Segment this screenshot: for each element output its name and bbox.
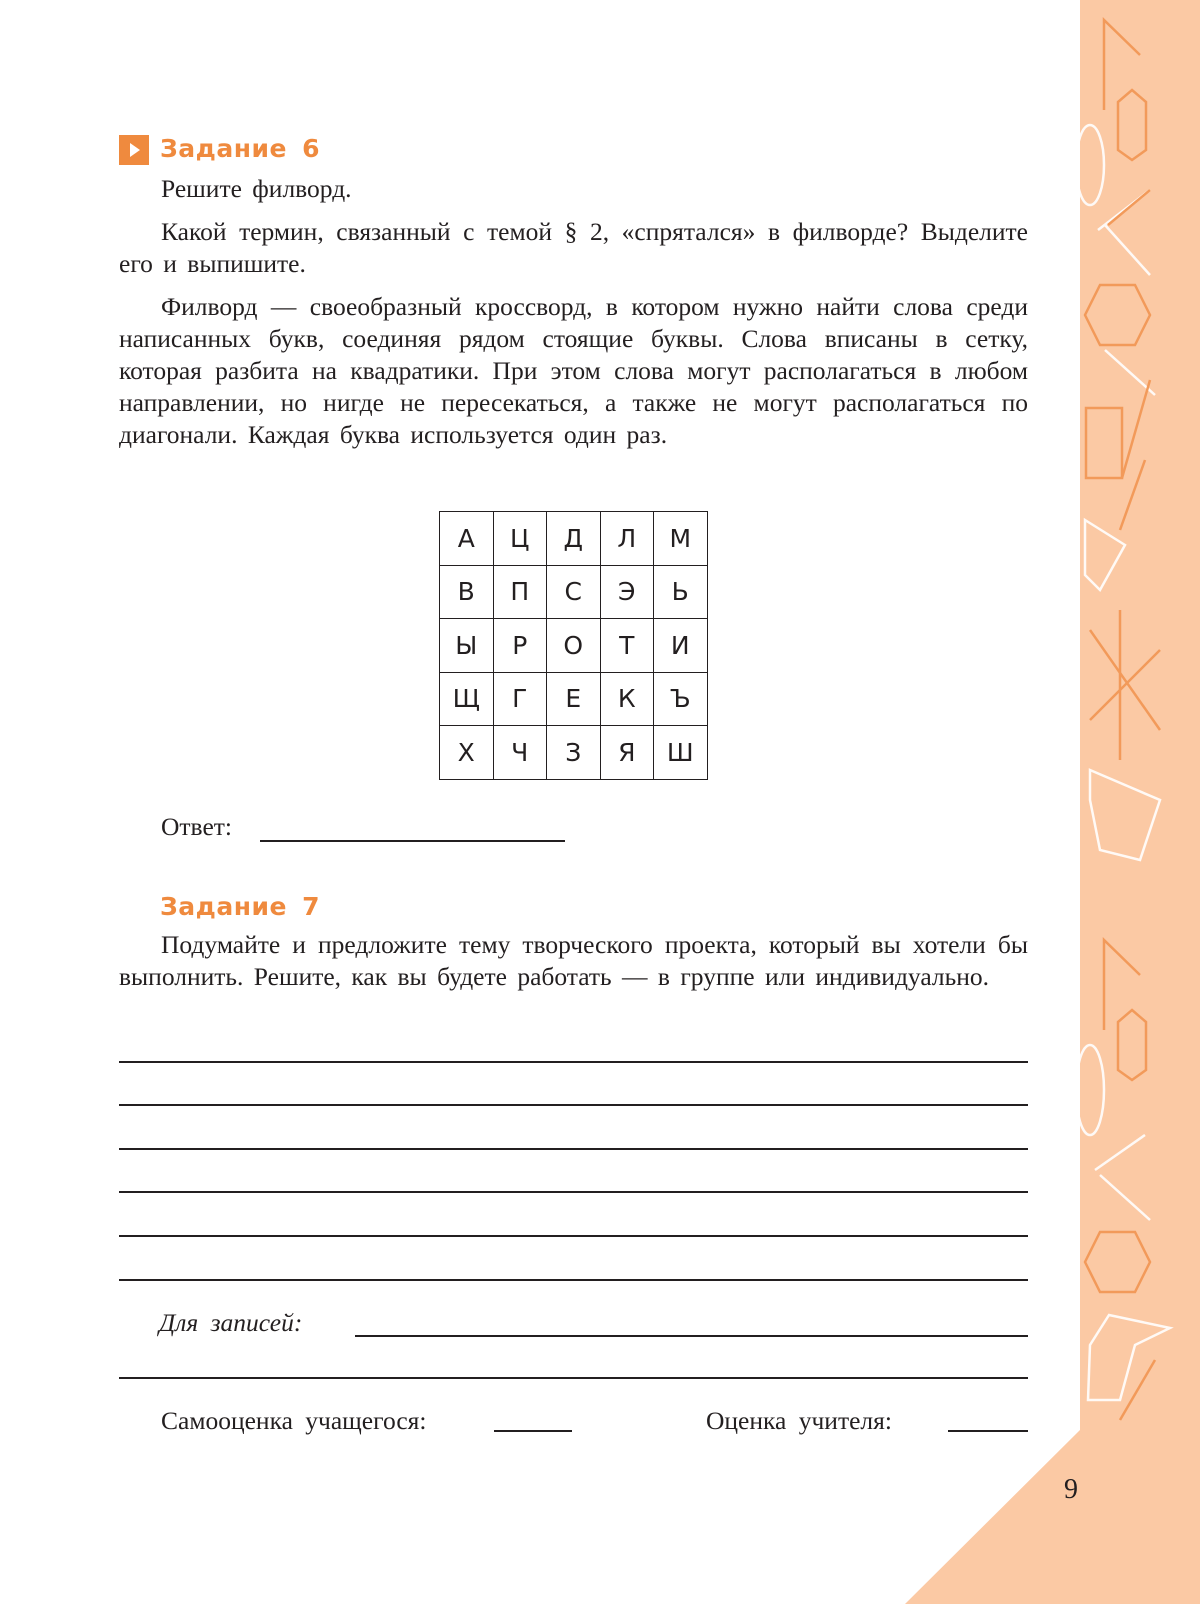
task7-text: Подумайте и предложите тему творческого проекта, который вы хотели бы выполнить. Решите, как вы будете работать — в группе или индивидуально. — [119, 930, 1028, 991]
grid-row — [440, 619, 708, 673]
grid-cell[interactable]: Ц — [493, 512, 547, 566]
task7-title: Задание 7 — [160, 892, 321, 921]
grid-cell[interactable]: Х — [440, 726, 494, 780]
page-number: 9 — [1064, 1474, 1078, 1505]
teacher-assessment-label: Оценка учителя: — [706, 1406, 892, 1435]
writing-line[interactable] — [119, 1104, 1028, 1106]
play-icon — [119, 135, 149, 165]
notes-line[interactable] — [355, 1335, 1028, 1337]
fillword-grid — [439, 511, 708, 780]
grid-cell[interactable]: П — [493, 565, 547, 619]
grid-cell[interactable]: И — [654, 619, 708, 673]
self-assessment-label: Самооценка учащегося: — [161, 1406, 427, 1435]
grid-cell[interactable]: Ы — [440, 619, 494, 673]
task6-instruction: Решите филворд. — [161, 174, 352, 203]
writing-line[interactable] — [119, 1061, 1028, 1063]
grid-cell[interactable]: Ь — [654, 565, 708, 619]
grid-row — [440, 672, 708, 726]
grid-cell[interactable]: Г — [493, 672, 547, 726]
teacher-assessment-line[interactable] — [948, 1430, 1028, 1432]
grid-row — [440, 512, 708, 566]
grid-cell[interactable]: В — [440, 565, 494, 619]
answer-line[interactable] — [260, 840, 565, 842]
writing-line[interactable] — [119, 1279, 1028, 1281]
task6-description: Филворд — своеобразный кроссворд, в котором нужно найти слова среди написанных букв, соединяя рядом стоящие буквы. Слова вписаны в сетку, которая разбита на квадратики. При этом слова могут располагаться в любом направлении, но нигде не пересекаться, а также не могут располагаться по диагонали. Каждая буква используется один раз. — [119, 292, 1028, 449]
grid-cell[interactable]: С — [547, 565, 601, 619]
grid-cell[interactable]: Р — [493, 619, 547, 673]
grid-cell[interactable]: Ш — [654, 726, 708, 780]
writing-line[interactable] — [119, 1148, 1028, 1150]
task6-title: Задание 6 — [160, 134, 321, 163]
grid-cell[interactable]: О — [547, 619, 601, 673]
self-assessment-line[interactable] — [494, 1430, 572, 1432]
grid-row — [440, 565, 708, 619]
task6-question: Какой термин, связанный с темой § 2, «спрятался» в филворде? Выделите его и выпишите. — [119, 217, 1028, 278]
grid-cell[interactable]: Ч — [493, 726, 547, 780]
grid-cell[interactable]: Л — [600, 512, 654, 566]
notes-label: Для записей: — [159, 1308, 303, 1337]
grid-cell[interactable]: Е — [547, 672, 601, 726]
writing-line[interactable] — [119, 1191, 1028, 1193]
grid-row — [440, 726, 708, 780]
grid-cell[interactable]: Э — [600, 565, 654, 619]
grid-cell[interactable]: Я — [600, 726, 654, 780]
grid-cell[interactable]: М — [654, 512, 708, 566]
grid-cell[interactable]: З — [547, 726, 601, 780]
grid-cell[interactable]: А — [440, 512, 494, 566]
notes-line[interactable] — [119, 1377, 1028, 1379]
grid-cell[interactable]: Т — [600, 619, 654, 673]
grid-cell[interactable]: Щ — [440, 672, 494, 726]
writing-line[interactable] — [119, 1235, 1028, 1237]
grid-cell[interactable]: Ъ — [654, 672, 708, 726]
grid-cell[interactable]: К — [600, 672, 654, 726]
answer-label: Ответ: — [161, 812, 232, 841]
grid-cell[interactable]: Д — [547, 512, 601, 566]
